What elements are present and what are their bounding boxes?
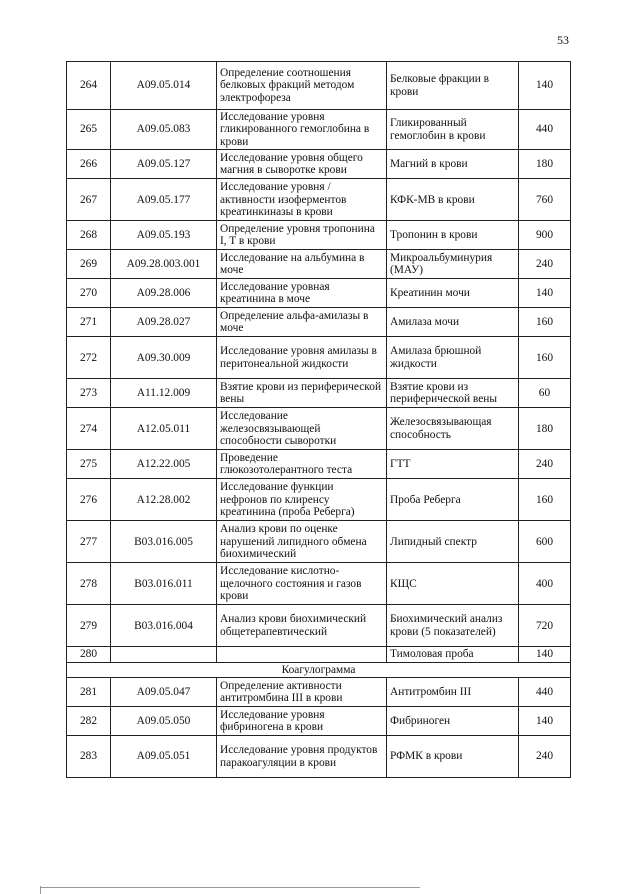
service-name: Определение альфа-амилазы в моче bbox=[217, 308, 387, 337]
table-row bbox=[67, 379, 571, 408]
service-name: Исследование функции нефронов по клиренсу креатинина (проба Реберга) bbox=[217, 479, 387, 521]
service-name: Исследование уровная креатинина в моче bbox=[217, 279, 387, 308]
table-row bbox=[67, 250, 571, 279]
table-body-after bbox=[67, 678, 571, 778]
service-name: Анализ крови по оценке нарушений липидного обмена биохимический bbox=[217, 521, 387, 563]
service-name: Исследование кислотно-щелочного состояния и газов крови bbox=[217, 563, 387, 605]
table-row bbox=[67, 563, 571, 605]
row-number: 265 bbox=[67, 110, 111, 150]
service-price: 900 bbox=[519, 221, 571, 250]
service-short-name: Липидный спектр bbox=[387, 521, 519, 563]
service-price: 160 bbox=[519, 337, 571, 379]
service-price: 180 bbox=[519, 150, 571, 179]
service-code: A11.12.009 bbox=[111, 379, 217, 408]
table-row bbox=[67, 150, 571, 179]
section-title-coagulogram: Коагулограмма bbox=[67, 662, 571, 677]
service-price: 240 bbox=[519, 250, 571, 279]
service-short-name: Взятие крови из периферической вены bbox=[387, 379, 519, 408]
row-number: 272 bbox=[67, 337, 111, 379]
services-price-table bbox=[66, 61, 571, 778]
service-short-name: РФМК в крови bbox=[387, 736, 519, 778]
service-price: 140 bbox=[519, 279, 571, 308]
page-number: 53 bbox=[557, 33, 569, 47]
table-row bbox=[67, 179, 571, 221]
service-code: A09.05.050 bbox=[111, 707, 217, 736]
service-name: Исследование уровня гликированного гемоглобина в крови bbox=[217, 110, 387, 150]
service-short-name: Гликированный гемоглобин в крови bbox=[387, 110, 519, 150]
service-short-name: КЩС bbox=[387, 563, 519, 605]
service-code: A09.30.009 bbox=[111, 337, 217, 379]
service-name: Исследование уровня амилазы в перитонеальной жидкости bbox=[217, 337, 387, 379]
service-name: Проведение глюкозотолерантного теста bbox=[217, 450, 387, 479]
service-price: 440 bbox=[519, 678, 571, 707]
row-number: 273 bbox=[67, 379, 111, 408]
row-number: 277 bbox=[67, 521, 111, 563]
service-price: 60 bbox=[519, 379, 571, 408]
service-name: Взятие крови из периферической вены bbox=[217, 379, 387, 408]
row-number: 282 bbox=[67, 707, 111, 736]
service-code: B03.016.004 bbox=[111, 605, 217, 647]
service-price: 600 bbox=[519, 521, 571, 563]
service-short-name: Биохимический анализ крови (5 показателей) bbox=[387, 605, 519, 647]
row-number: 283 bbox=[67, 736, 111, 778]
service-code bbox=[111, 647, 217, 662]
service-price: 240 bbox=[519, 736, 571, 778]
service-code: A09.05.177 bbox=[111, 179, 217, 221]
table-row bbox=[67, 736, 571, 778]
service-short-name: Магний в крови bbox=[387, 150, 519, 179]
section-header-body bbox=[67, 662, 571, 677]
service-short-name: Тимоловая проба bbox=[387, 647, 519, 662]
service-name: Исследование железосвязывающей способности сыворотки bbox=[217, 408, 387, 450]
service-code: A09.05.051 bbox=[111, 736, 217, 778]
service-short-name: Железосвязывающая способность bbox=[387, 408, 519, 450]
service-name: Исследование уровня /активности изоферментов креатинкиназы в крови bbox=[217, 179, 387, 221]
table-row bbox=[67, 62, 571, 110]
table-row bbox=[67, 521, 571, 563]
row-number: 271 bbox=[67, 308, 111, 337]
service-price: 720 bbox=[519, 605, 571, 647]
row-number: 266 bbox=[67, 150, 111, 179]
service-name: Определение уровня тропонина I, T в крови bbox=[217, 221, 387, 250]
section-row bbox=[67, 662, 571, 677]
bottom-line-mark bbox=[40, 887, 420, 888]
table-row bbox=[67, 479, 571, 521]
service-price: 140 bbox=[519, 62, 571, 110]
service-name: Определение соотношения белковых фракций методом электрофореза bbox=[217, 62, 387, 110]
service-short-name: Белковые фракции в крови bbox=[387, 62, 519, 110]
service-price: 240 bbox=[519, 450, 571, 479]
service-short-name: Тропонин в крови bbox=[387, 221, 519, 250]
table-row bbox=[67, 647, 571, 662]
service-short-name: Антитромбин III bbox=[387, 678, 519, 707]
table-row bbox=[67, 221, 571, 250]
service-short-name: КФК-МВ в крови bbox=[387, 179, 519, 221]
service-price: 140 bbox=[519, 707, 571, 736]
table-row bbox=[67, 678, 571, 707]
service-short-name: Креатинин мочи bbox=[387, 279, 519, 308]
service-code: B03.016.005 bbox=[111, 521, 217, 563]
service-short-name: ГТТ bbox=[387, 450, 519, 479]
service-short-name: Микроальбуминурия (МАУ) bbox=[387, 250, 519, 279]
service-code: A09.28.006 bbox=[111, 279, 217, 308]
service-code: A09.05.047 bbox=[111, 678, 217, 707]
service-code: A09.05.193 bbox=[111, 221, 217, 250]
service-code: A12.22.005 bbox=[111, 450, 217, 479]
row-number: 276 bbox=[67, 479, 111, 521]
service-code: A09.05.127 bbox=[111, 150, 217, 179]
service-name: Исследование уровня общего магния в сыворотке крови bbox=[217, 150, 387, 179]
service-price: 160 bbox=[519, 308, 571, 337]
service-price: 140 bbox=[519, 647, 571, 662]
service-code: A09.28.003.001 bbox=[111, 250, 217, 279]
service-short-name: Фибриноген bbox=[387, 707, 519, 736]
row-number: 274 bbox=[67, 408, 111, 450]
service-code: A09.05.083 bbox=[111, 110, 217, 150]
table-row bbox=[67, 450, 571, 479]
row-number: 267 bbox=[67, 179, 111, 221]
table-row bbox=[67, 605, 571, 647]
row-number: 268 bbox=[67, 221, 111, 250]
row-number: 280 bbox=[67, 647, 111, 662]
row-number: 275 bbox=[67, 450, 111, 479]
table-row bbox=[67, 707, 571, 736]
service-short-name: Амилаза брюшной жидкости bbox=[387, 337, 519, 379]
bottom-tick-mark bbox=[40, 886, 41, 894]
table-row bbox=[67, 408, 571, 450]
row-number: 264 bbox=[67, 62, 111, 110]
service-price: 180 bbox=[519, 408, 571, 450]
row-number: 279 bbox=[67, 605, 111, 647]
service-code: A09.05.014 bbox=[111, 62, 217, 110]
table-row bbox=[67, 279, 571, 308]
service-code: A12.28.002 bbox=[111, 479, 217, 521]
row-number: 278 bbox=[67, 563, 111, 605]
service-name bbox=[217, 647, 387, 662]
table-row bbox=[67, 308, 571, 337]
service-name: Исследование уровня фибриногена в крови bbox=[217, 707, 387, 736]
service-name: Исследование уровня продуктов паракоагуляции в крови bbox=[217, 736, 387, 778]
service-short-name: Проба Реберга bbox=[387, 479, 519, 521]
service-code: A12.05.011 bbox=[111, 408, 217, 450]
service-short-name: Амилаза мочи bbox=[387, 308, 519, 337]
service-name: Определение активности антитромбина III в крови bbox=[217, 678, 387, 707]
service-price: 160 bbox=[519, 479, 571, 521]
row-number: 269 bbox=[67, 250, 111, 279]
row-number: 281 bbox=[67, 678, 111, 707]
service-code: B03.016.011 bbox=[111, 563, 217, 605]
service-name: Исследование на альбумина в моче bbox=[217, 250, 387, 279]
table-row bbox=[67, 110, 571, 150]
service-name: Анализ крови биохимический общетерапевтический bbox=[217, 605, 387, 647]
table-body-before bbox=[67, 62, 571, 663]
row-number: 270 bbox=[67, 279, 111, 308]
service-price: 400 bbox=[519, 563, 571, 605]
service-code: A09.28.027 bbox=[111, 308, 217, 337]
service-price: 760 bbox=[519, 179, 571, 221]
service-price: 440 bbox=[519, 110, 571, 150]
table-row bbox=[67, 337, 571, 379]
